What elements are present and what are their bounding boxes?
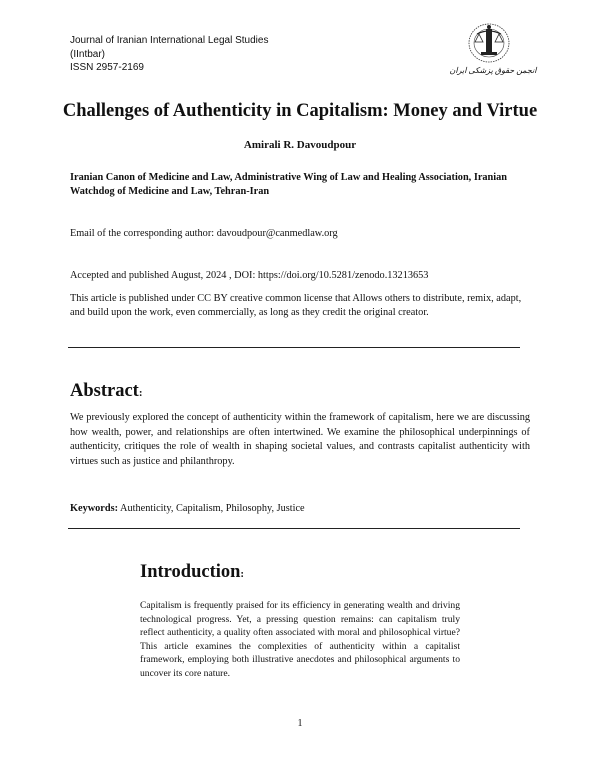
journal-header — [70, 34, 268, 75]
publication-info: Accepted and published August, 2024 , DOI: https://doi.org/10.5281/zenodo.13213653 — [70, 270, 429, 281]
author-name: Amirali R. Davoudpour — [243, 139, 357, 151]
introduction-body: Capitalism is frequently praised for its efficiency in generating wealth and driving technological progress. Yet, a pressing question remains: can capitalism truly reflect authenticity, a quality often associated with moral and philosophical virtue? This article examines the complexities of authenticity within a capitalist framework, employing both illustrative anecdotes and philosophical arguments to uncover its core nature. — [140, 600, 460, 679]
journal-abbrev: (IIntbar) — [70, 48, 106, 60]
keywords-list: Authenticity, Capitalism, Philosophy, Justice — [118, 503, 305, 514]
license-notice: This article is published under CC BY creative common license that Allows others to distribute, remix, adapt, and build upon the work, even commercially, as long as they credit the original creator. — [70, 293, 522, 318]
introduction-heading-text: Introduction — [140, 562, 241, 582]
abstract-heading-text: Abstract — [70, 381, 139, 401]
paper-title: Challenges of Authenticity in Capitalism: Money and Virtue — [62, 101, 538, 121]
abstract-body: We previously explored the concept of authenticity within the framework of capitalism, here we are discussing how wealth, power, and relationships are often intertwined. We examine the philosophical underpinnings of authenticity, critiques the role of wealth in shaping societal values, and contrasts capitalist authenticity with virtues such as justice and philanthropy. — [70, 412, 530, 467]
law-association-seal-icon — [462, 20, 516, 64]
journal-issn: ISSN 2957-2169 — [70, 62, 144, 73]
author-affiliation: Iranian Canon of Medicine and Law, Administrative Wing of Law and Healing Association, Iranian Watchdog of Medicine and Law, Tehran-Iran — [70, 172, 508, 197]
section-divider — [68, 528, 520, 529]
introduction-heading-colon: : — [240, 568, 245, 580]
keywords-label: Keywords: — [70, 503, 119, 514]
introduction-heading — [140, 562, 244, 583]
page-number: 1 — [297, 718, 303, 729]
association-script: انجمن حقوق پزشکی ایران — [449, 66, 537, 75]
corresponding-email: Email of the corresponding author: davoudpour@canmedlaw.org — [70, 228, 338, 239]
keywords — [70, 503, 305, 514]
journal-name: Journal of Iranian International Legal Studies — [70, 35, 269, 46]
abstract-heading — [70, 381, 143, 402]
section-divider — [68, 347, 520, 348]
abstract-heading-colon: : — [138, 387, 143, 399]
